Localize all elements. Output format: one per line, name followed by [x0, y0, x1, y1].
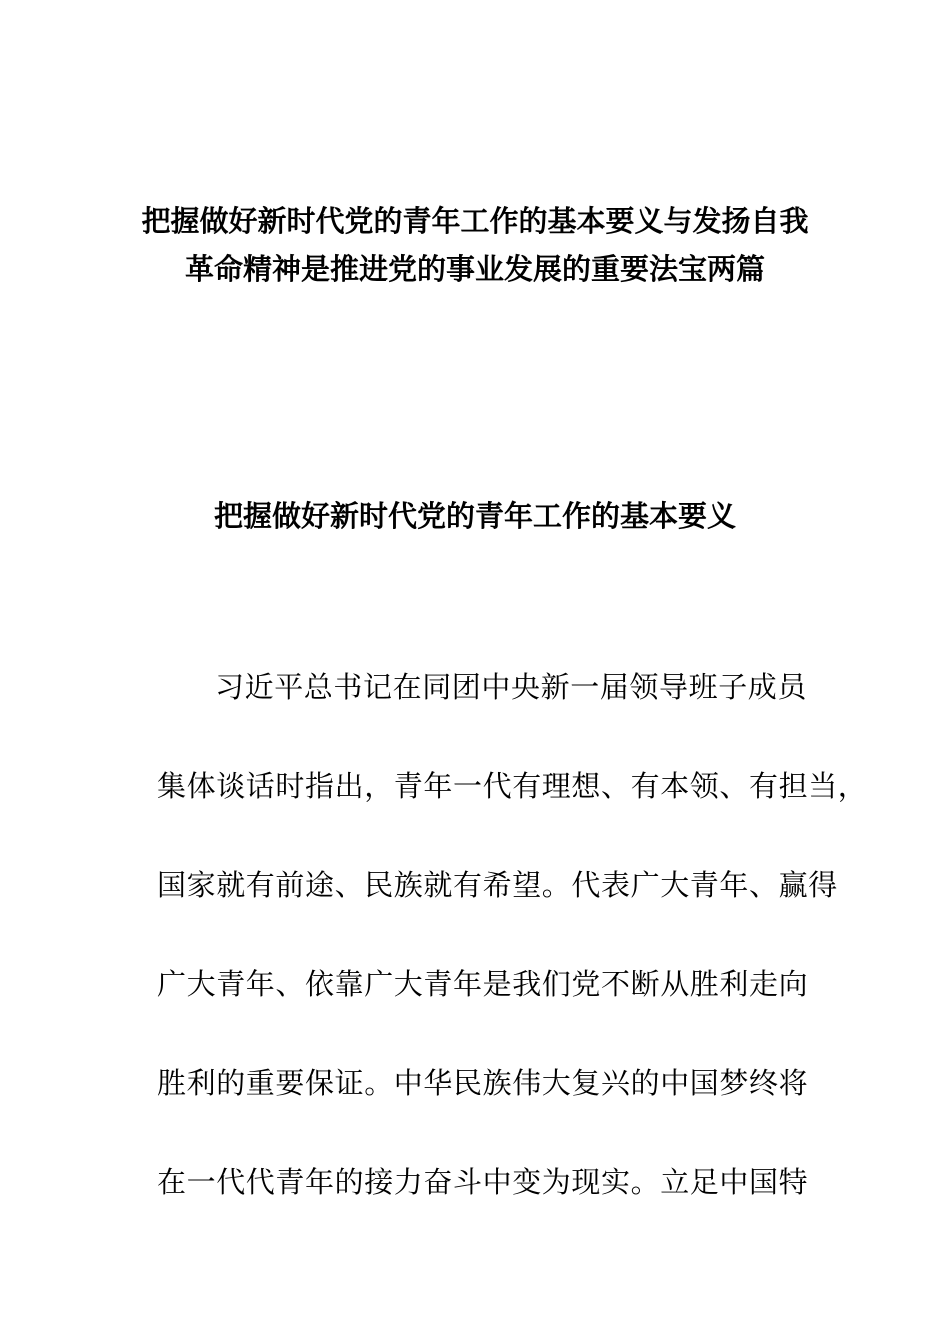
body-line-6: 在一代代青年的接力奋斗中变为现实。立足中国特 [157, 1165, 809, 1199]
body-line-2: 集体谈话时指出，青年一代有理想、有本领、有担当， [157, 769, 868, 803]
section-title: 把握做好新时代党的青年工作的基本要义 [213, 499, 736, 533]
body-line-1: 习近平总书记在同团中央新一届领导班子成员 [215, 670, 808, 704]
body-line-4: 广大青年、依靠广大青年是我们党不断从胜利走向 [157, 967, 809, 1001]
document-title-line-1: 把握做好新时代党的青年工作的基本要义与发扬自我 [141, 204, 809, 238]
body-line-3: 国家就有前途、民族就有希望。代表广大青年、赢得 [157, 868, 838, 902]
document-title-line-2: 革命精神是推进党的事业发展的重要法宝两篇 [184, 252, 765, 286]
body-line-5: 胜利的重要保证。中华民族伟大复兴的中国梦终将 [157, 1066, 809, 1100]
